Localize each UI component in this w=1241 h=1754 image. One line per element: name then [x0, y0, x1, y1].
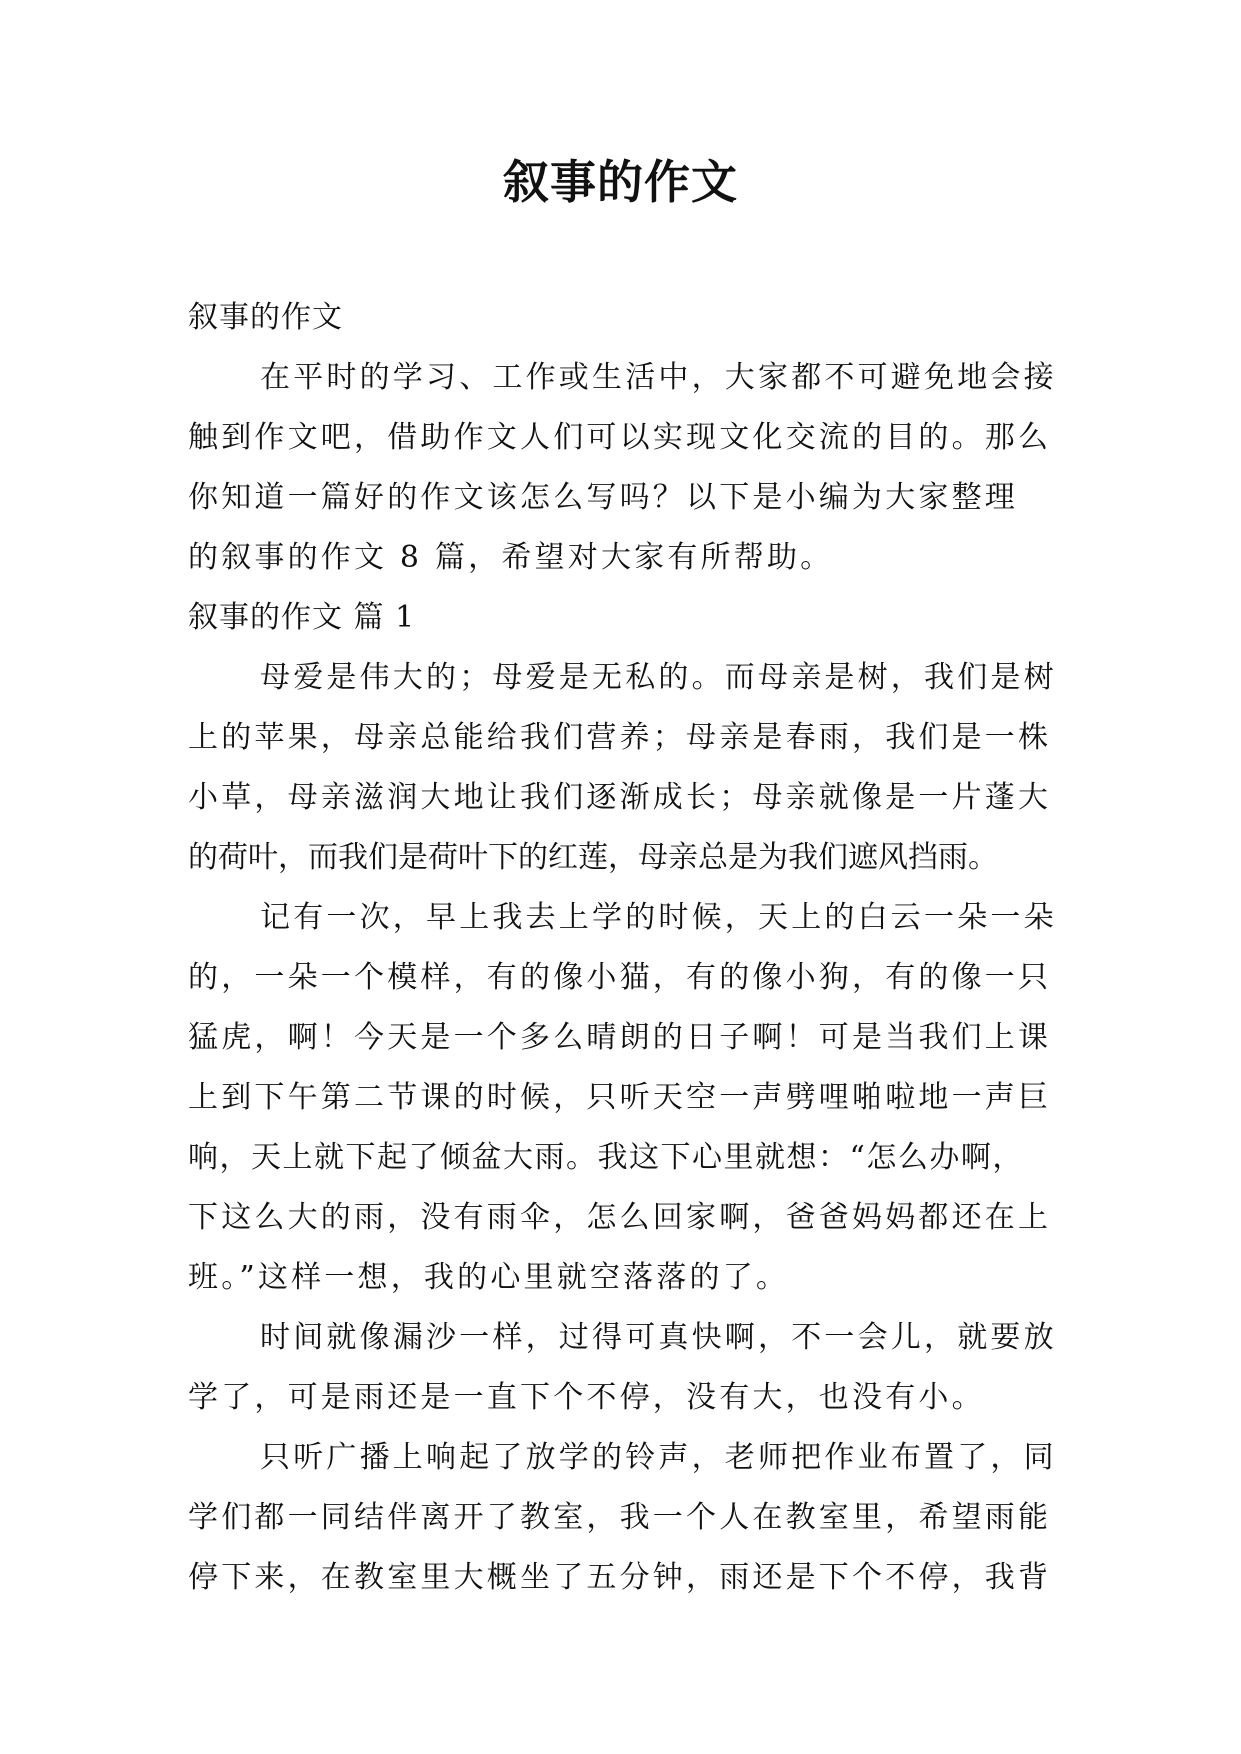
paragraph-line: 时间就像漏沙一样，过得可真快啊，不一会儿，就要放: [260, 1320, 1057, 1355]
paragraph-line: 停下来，在教室里大概坐了五分钟，雨还是下个不停，我背: [188, 1560, 1052, 1595]
paragraph-line: 只听广播上响起了放学的铃声，老师把作业布置了，同: [260, 1440, 1057, 1475]
document-body: [188, 288, 1058, 1608]
paragraph-line: 下这么大的雨，没有雨伞，怎么回家啊，爸爸妈妈都还在上: [188, 1200, 1052, 1235]
paragraph-line: 上到下午第二节课的时候，只听天空一声劈哩啪啦地一声巨: [188, 1080, 1052, 1115]
paragraph-line: 猛虎，啊！今天是一个多么晴朗的日子啊！可是当我们上课: [188, 1020, 1052, 1055]
paragraph-line: 的荷叶，而我们是荷叶下的红莲，母亲总是为我们遮风挡雨。: [188, 840, 998, 875]
paragraph-line: 触到作文吧，借助作文人们可以实现文化交流的目的。那么: [188, 420, 1052, 455]
paragraph-line: 班。”这样一想，我的心里就空落落的了。: [188, 1260, 790, 1295]
paragraph-line: 的叙事的作文 8 篇，希望对大家有所帮助。: [188, 540, 834, 575]
paragraph-line: 小草，母亲滋润大地让我们逐渐成长；母亲就像是一片蓬大: [188, 780, 1052, 815]
paragraph-line: 响，天上就下起了倾盆大雨。我这下心里就想：“怎么办啊，: [188, 1140, 1024, 1175]
intro-heading: 叙事的作文: [188, 300, 343, 335]
paragraph-line: 的，一朵一个模样，有的像小猫，有的像小狗，有的像一只: [188, 960, 1052, 995]
paragraph-line: 记有一次，早上我去上学的时候，天上的白云一朵一朵: [260, 900, 1057, 935]
paragraph-line: 母爱是伟大的；母爱是无私的。而母亲是树，我们是树: [260, 660, 1057, 695]
paragraph-line: 学了，可是雨还是一直下个不停，没有大，也没有小。: [188, 1380, 985, 1415]
paragraph-line: 在平时的学习、工作或生活中，大家都不可避免地会接: [260, 360, 1057, 395]
paragraph-line: 你知道一篇好的作文该怎么写吗？以下是小编为大家整理: [188, 480, 1018, 515]
section-heading: 叙事的作文 篇 1: [188, 600, 416, 635]
document-title: 叙事的作文: [503, 155, 738, 209]
paragraph-line: 上的苹果，母亲总能给我们营养；母亲是春雨，我们是一株: [188, 720, 1052, 755]
paragraph-line: 学们都一同结伴离开了教室，我一个人在教室里，希望雨能: [188, 1500, 1052, 1535]
